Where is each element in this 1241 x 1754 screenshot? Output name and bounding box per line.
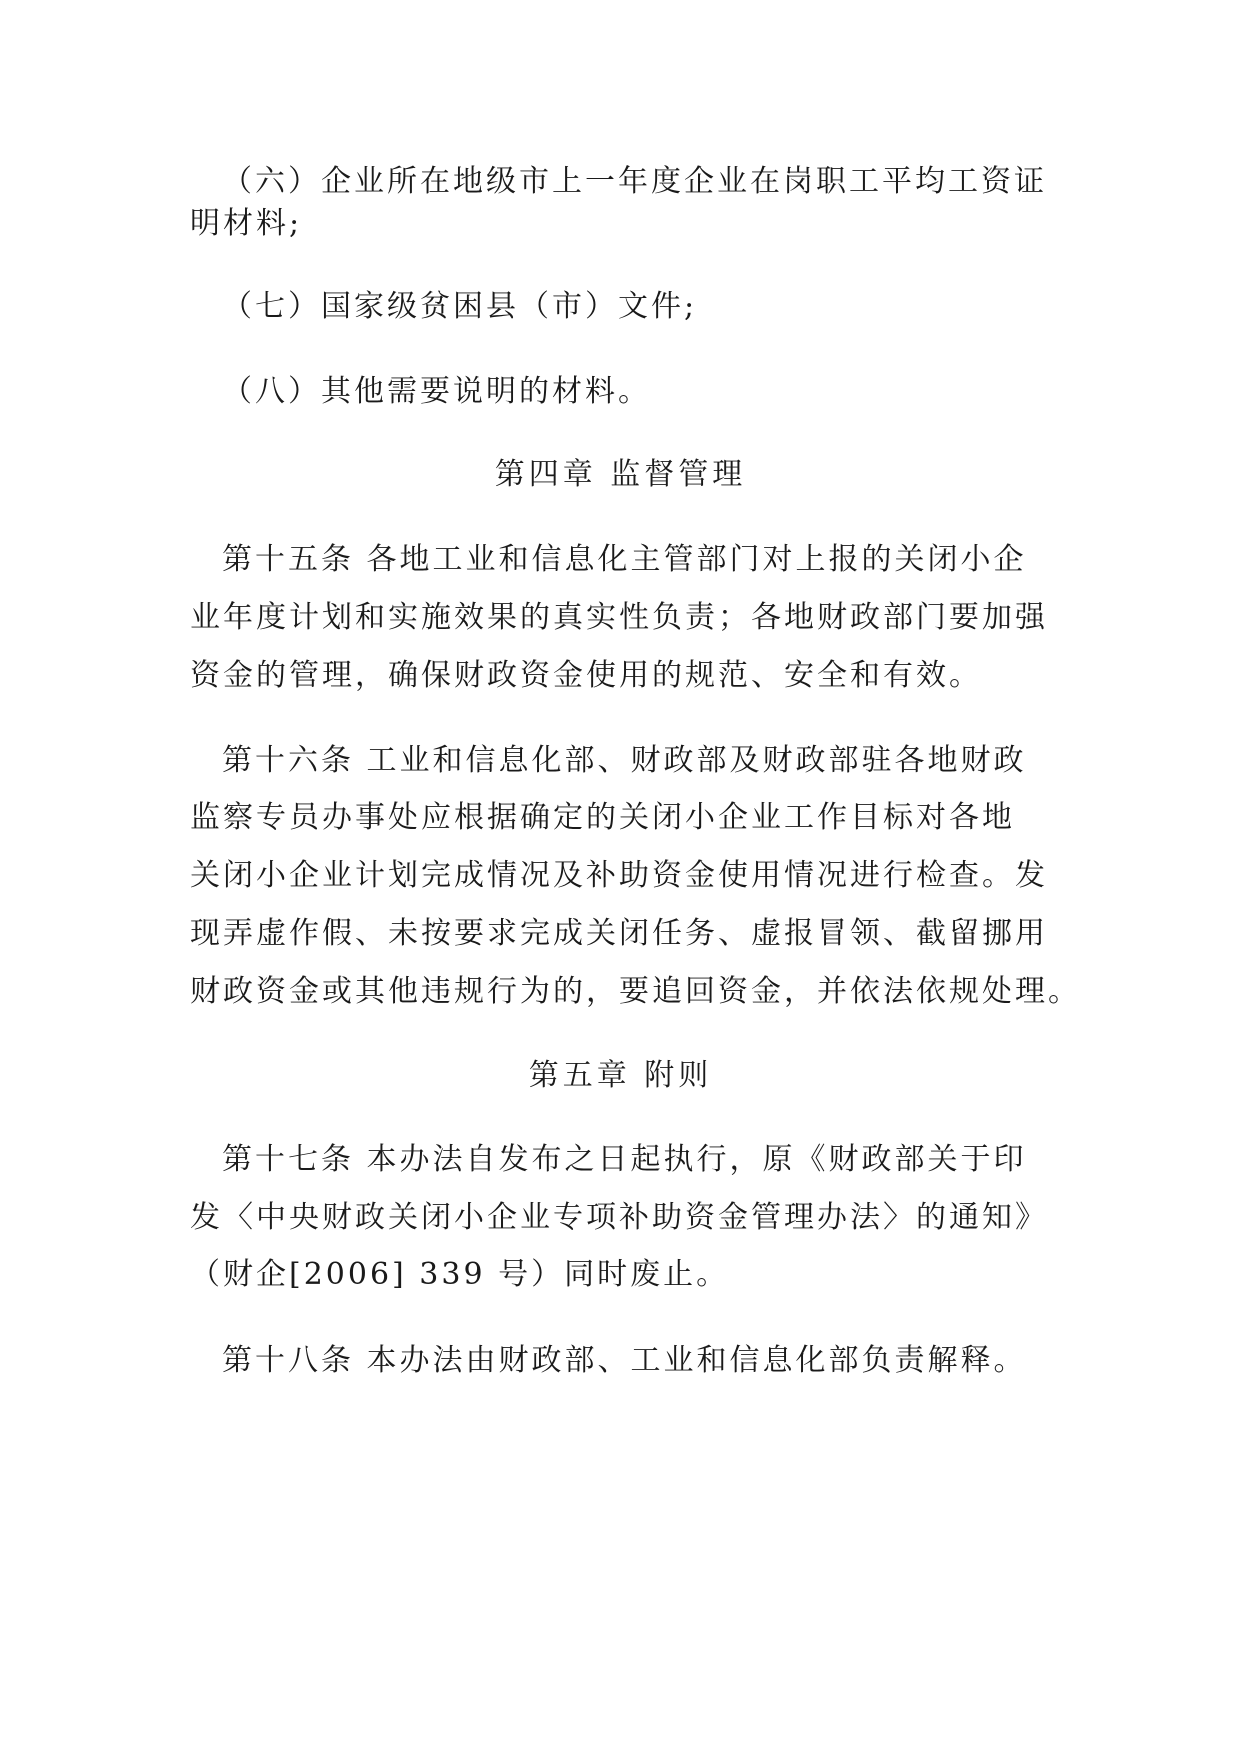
list-item-8: （八）其他需要说明的材料。 [222, 374, 651, 409]
article-16-line-3: 关闭小企业计划完成情况及补助资金使用情况进行检查。发 [190, 858, 1048, 893]
article-16-line-1: 第十六条 工业和信息化部、财政部及财政部驻各地财政 [222, 743, 1027, 778]
article-15-line-2: 业年度计划和实施效果的真实性负责；各地财政部门要加强 [190, 600, 1048, 635]
article-17-line-3: （财企[2006] 339 号）同时废止。 [190, 1257, 730, 1292]
list-item-6: （六）企业所在地级市上一年度企业在岗职工平均工资证 [222, 164, 1047, 199]
article-17-line-2: 发〈中央财政关闭小企业专项补助资金管理办法〉的通知》 [190, 1200, 1048, 1235]
list-item-6-continued: 明材料; [190, 206, 303, 241]
article-16-line-2: 监察专员办事处应根据确定的关闭小企业工作目标对各地 [190, 800, 1015, 835]
article-17-line-1: 第十七条 本办法自发布之日起执行，原《财政部关于印 [222, 1142, 1027, 1177]
chapter-5-heading: 第五章 附则 [528, 1058, 713, 1093]
chapter-4-heading: 第四章 监督管理 [494, 457, 747, 492]
article-16-line-5: 财政资金或其他违规行为的，要追回资金，并依法依规处理。 [190, 974, 1081, 1009]
list-item-7: （七）国家级贫困县（市）文件; [222, 289, 698, 324]
article-16-line-4: 现弄虚作假、未按要求完成关闭任务、虚报冒领、截留挪用 [190, 916, 1048, 951]
article-15-line-1: 第十五条 各地工业和信息化主管部门对上报的关闭小企 [222, 542, 1027, 577]
article-15-line-3: 资金的管理，确保财政资金使用的规范、安全和有效。 [190, 658, 982, 693]
article-18-line-1: 第十八条 本办法由财政部、工业和信息化部负责解释。 [222, 1343, 1027, 1378]
